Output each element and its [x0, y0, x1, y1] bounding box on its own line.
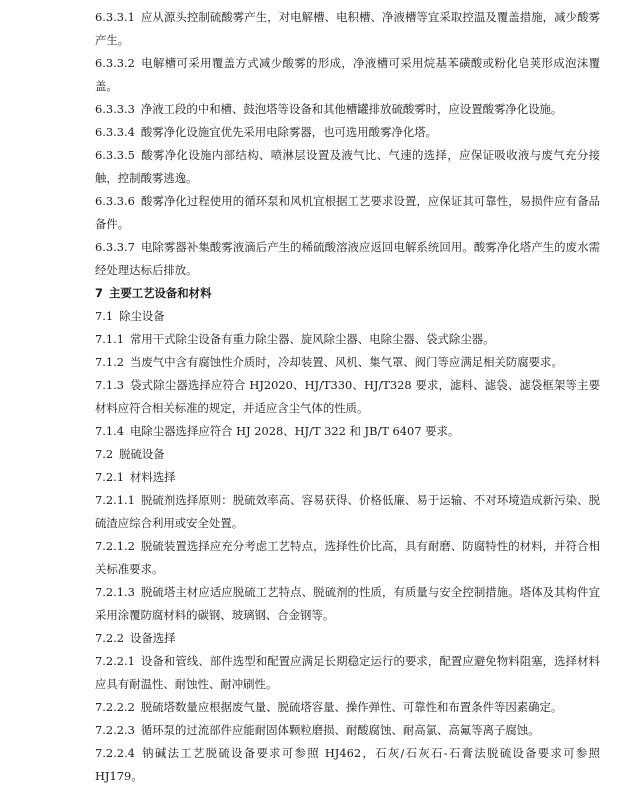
clause-number: 6.3.3.3	[95, 102, 135, 116]
clause-text: 脱硫塔数量应根据废气量、脱硫塔容量、操作弹性、可靠性和布置条件等因素确定。	[140, 700, 563, 714]
clause-paragraph	[95, 466, 600, 489]
clause-text: 设备选择	[129, 631, 176, 645]
clause-text: 循环泵的过流部件应能耐固体颗粒磨损、耐酸腐蚀、耐高氯、高氟等离子腐蚀。	[140, 723, 540, 737]
clause-text: 当废气中含有腐蚀性介质时，冷却装置、风机、集气罩、阀门等应满足相关防腐要求。	[129, 355, 563, 369]
clause-paragraph	[95, 190, 600, 236]
clause-paragraph	[95, 374, 600, 420]
clause-text: 净液工段的中和槽、鼓泡塔等设备和其他槽罐排放硫酸雾时，应设置酸雾净化设施。	[140, 102, 563, 116]
clause-number: 7.2.2.3	[95, 723, 135, 737]
clause-number: 7.1.2	[95, 355, 124, 369]
clause-text: 酸雾净化过程使用的循环泵和风机宜根据工艺要求设置，应保证其可靠性，易损件应有备品备件。	[95, 194, 600, 231]
clause-text: 脱硫塔主材应适应脱硫工艺特点、脱硫剂的性质，有质量与安全控制措施。塔体及其构件宜采用涂覆防腐材料的碳钢、玻璃钢、合金钢等。	[95, 585, 600, 622]
clause-paragraph	[95, 489, 600, 535]
clause-paragraph	[95, 581, 600, 627]
clause-number: 6.3.3.1	[95, 10, 135, 24]
clause-number: 6.3.3.5	[95, 148, 135, 162]
clause-text: 脱硫剂选择原则：脱硫效率高、容易获得、价格低廉、易于运输、不对环境造成新污染、脱硫渣应综合利用或安全处置。	[95, 493, 600, 530]
clause-text: 脱硫设备	[119, 447, 165, 461]
clause-paragraph	[95, 52, 600, 98]
clause-number: 7.2.2.1	[95, 654, 135, 668]
clause-paragraph	[95, 144, 600, 190]
clause-number: 6.3.3.7	[95, 240, 135, 254]
clause-number: 7.1.1	[95, 332, 124, 346]
clause-text: 脱硫装置选择应充分考虑工艺特点，选择性价比高，具有耐磨、防腐特性的材料，并符合相关标准要求。	[95, 539, 600, 576]
clause-text: 材料选择	[129, 470, 176, 484]
clause-number: 7.2.1.3	[95, 585, 135, 599]
clause-paragraph	[95, 650, 600, 696]
clause-paragraph	[95, 696, 600, 719]
clause-paragraph	[95, 742, 600, 788]
clause-paragraph	[95, 719, 600, 742]
clause-text: 应从源头控制硫酸雾产生，对电解槽、电积槽、净液槽等宜采取控温及覆盖措施，减少酸雾产生。	[95, 10, 600, 47]
clause-text: 电解槽可采用覆盖方式减少酸雾的形成，净液槽可采用烷基苯磺酸或粉化皂荚形成泡沫覆盖。	[95, 56, 600, 93]
clause-number: 7.2	[95, 447, 114, 461]
clause-paragraph	[95, 236, 600, 282]
clause-number: 7.1.4	[95, 424, 124, 438]
clause-paragraph	[95, 6, 600, 52]
clause-text: 常用干式除尘设备有重力除尘器、旋风除尘器、电除尘器、袋式除尘器。	[129, 332, 495, 346]
clause-text: 电除尘器选择应符合 HJ 2028、HJ/T 322 和 JB/T 6407 要求。	[129, 424, 460, 438]
clause-text: 酸雾净化设施宜优先采用电除雾器，也可选用酸雾净化塔。	[140, 125, 438, 139]
clause-text: 设备和管线、部件选型和配置应满足长期稳定运行的要求，配置应避免物料阻塞，选择材料应具有耐温性、耐蚀性、耐冲刷性。	[95, 654, 600, 691]
clause-text: 主要工艺设备和材料	[108, 286, 212, 300]
clause-number: 6.3.3.4	[95, 125, 135, 139]
clause-number: 6.3.3.6	[95, 194, 135, 208]
clause-paragraph	[95, 420, 600, 443]
clause-number: 7.2.1.2	[95, 539, 135, 553]
clause-number: 7	[95, 286, 103, 300]
clause-number: 7.2.1	[95, 470, 124, 484]
clause-number: 7.2.2.2	[95, 700, 135, 714]
clause-text: 电除雾器补集酸雾液滴后产生的稀硫酸溶液应返回电解系统回用。酸雾净化塔产生的废水需经处理达标后排放。	[95, 240, 600, 277]
clause-text: 除尘设备	[119, 309, 165, 323]
section-heading	[95, 282, 600, 305]
clause-paragraph	[95, 305, 600, 328]
clause-number: 7.2.1.1	[95, 493, 135, 507]
clause-paragraph	[95, 328, 600, 351]
document-body	[95, 6, 600, 788]
clause-paragraph	[95, 627, 600, 650]
clause-paragraph	[95, 535, 600, 581]
clause-paragraph	[95, 98, 600, 121]
clause-paragraph	[95, 443, 600, 466]
clause-text: 酸雾净化设施内部结构、喷淋层设置及液气比、气速的选择，应保证吸收液与废气充分接触，控制酸雾逃逸。	[95, 148, 600, 185]
clause-number: 7.1	[95, 309, 114, 323]
clause-text: 钠碱法工艺脱硫设备要求可参照 HJ462，石灰/石灰石-石膏法脱硫设备要求可参照 HJ179。	[95, 746, 600, 783]
clause-paragraph	[95, 121, 600, 144]
clause-text: 袋式除尘器选择应符合 HJ2020、HJ/T330、HJ/T328 要求，滤料、滤袋、滤袋框架等主要材料应符合相关标准的规定，并适应含尘气体的性质。	[95, 378, 600, 415]
clause-number: 6.3.3.2	[95, 56, 135, 70]
clause-number: 7.1.3	[95, 378, 124, 392]
clause-number: 7.2.2	[95, 631, 124, 645]
clause-paragraph	[95, 351, 600, 374]
clause-number: 7.2.2.4	[95, 746, 135, 760]
